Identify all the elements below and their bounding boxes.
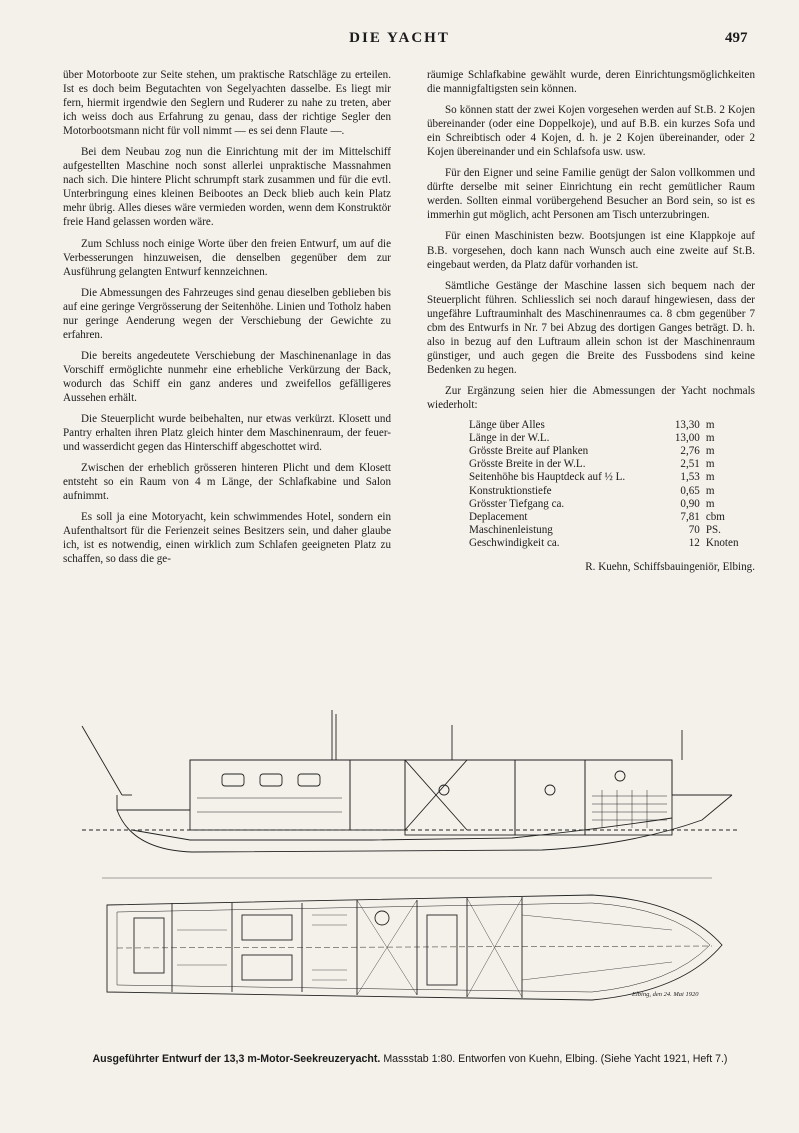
figure-caption <box>40 1053 780 1065</box>
dimension-row <box>469 419 755 432</box>
caption-bold: Ausgeführter Entwurf der 13,3 m-Motor-Seekreuzeryacht. <box>92 1053 381 1065</box>
page-header-title: DIE YACHT <box>349 30 450 46</box>
dimension-label: Grösste Breite auf Planken <box>469 445 589 458</box>
dimension-label: Länge in der W.L. <box>469 432 550 445</box>
paragraph: So können statt der zwei Kojen vorgesehen werden auf St.B. 2 Kojen übereinander (oder eine Doppelkoje), und auf B.B. ein kurzes Sofa und ein Schreibtisch oder 4 Kojen, d. h. je 2 Kojen übereinander, oder 2 Kojen übereinander und ein Schlafsofa usw. usw. <box>427 104 755 159</box>
dimension-unit: m <box>705 445 715 458</box>
dimension-unit: m <box>705 419 715 432</box>
dimension-value: 0,90 <box>680 497 700 510</box>
paragraph: Für den Eigner und seine Familie genügt der Salon vollkommen und dürfte derselbe mit seiner Einrichtung ein recht gemütlicher Raum werden. Sollten einmal vorübergehend Besucher an Bord sein, so ist es immerhin gut möglich, acht Personen am Tisch unterzubringen. <box>427 167 755 222</box>
side-elevation <box>82 710 737 852</box>
dimension-row <box>469 511 755 524</box>
yacht-design-drawing <box>72 700 742 1035</box>
paragraph: Sämtliche Gestänge der Maschine lassen sich bequem nach der Steuerplicht führen. Schliesslich sei noch darauf hingewiesen, dass der ungefähre Luftrauminhalt des Maschinenraumes ca. 8 cbm gegenüber 7 cbm des Entwurfs in Nr. 7 bei Abzug des dortigen Ganges beträgt. D. h. also in bezug auf den Luftraum allein schon ist der Maschinenraum günstiger, und auch gegen die Breite des Fussbodens sind keine Bedenken zu hegen. <box>427 279 755 376</box>
dimension-unit: PS. <box>705 523 721 536</box>
dimension-row <box>469 471 755 484</box>
dimension-unit: m <box>705 458 715 471</box>
dimension-label: Konstruktionstiefe <box>469 484 552 497</box>
paragraph: räumige Schlafkabine gewählt wurde, deren Einrichtungsmöglichkeiten die mannigfaltigsten sein können. <box>427 69 755 96</box>
dimension-row <box>469 537 755 550</box>
dimension-label: Maschinenleistung <box>469 523 553 536</box>
dimension-row <box>469 485 755 498</box>
dimension-label: Seitenhöhe bis Hauptdeck auf ½ L. <box>469 471 626 484</box>
dimension-label: Geschwindigkeit ca. <box>469 536 560 549</box>
dimension-row <box>469 458 755 471</box>
dimension-value: 7,81 <box>680 510 700 523</box>
dimension-label: Deplacement <box>469 510 528 523</box>
dimension-unit: Knoten <box>705 536 739 549</box>
dimension-value: 70 <box>688 523 700 536</box>
dimension-unit: m <box>705 497 715 510</box>
page-number: 497 <box>725 30 748 46</box>
right-text-column <box>427 68 755 574</box>
paragraph: Die Abmessungen des Fahrzeuges sind genau dieselben geblieben bis auf eine geringe Vergrösserung der Seitenhöhe. Linien und Totholz haben nur geringe Aenderung wegen der Verschiebung der Gewichte zu erfahren. <box>63 286 391 341</box>
deck-plan <box>107 895 722 1000</box>
dimension-value: 13,30 <box>674 419 700 432</box>
dimension-label: Grösster Tiefgang ca. <box>469 497 565 510</box>
paragraph: über Motorboote zur Seite stehen, um praktische Ratschläge zu erteilen. Ist es doch beim Begutachten von Segelyachten dasselbe. Es liegt mir fern, hiermit irgendwie den Seglern und Ruderer zu nahe zu treten, aber ich weiss doch aus Erfahrung zu genau, dass der richtige Segler den Motorbootsmann nicht für voll nimmt — es sei denn Flaute —. <box>63 69 391 138</box>
paragraph: Die bereits angedeutete Verschiebung der Maschinenanlage in das Vorschiff ermöglichte nunmehr eine erhebliche Verkürzung der Back, wodurch das Schiff ein ganz anderes und zweifellos gefälligeres Aussehen erhält. <box>63 349 391 404</box>
dimension-unit: cbm <box>705 510 725 523</box>
dimension-value: 12 <box>688 536 700 549</box>
paragraph: Die Steuerplicht wurde beibehalten, nur etwas verkürzt. Klosett und Pantry erhalten ihren Platz gleich hinter dem Maschinenraum, der feuer- und wasserdicht gegen das Hinterschiff abgeschottet wird. <box>63 413 391 454</box>
dimension-value: 0,65 <box>680 484 700 497</box>
drawing-date: Elbing, den 24. Mai 1920 <box>632 991 699 998</box>
paragraph: Zur Ergänzung seien hier die Abmessungen der Yacht nochmals wiederholt: <box>427 384 755 411</box>
dimension-row <box>469 432 755 445</box>
dimension-row <box>469 445 755 458</box>
dimension-row <box>469 498 755 511</box>
paragraph: Zwischen der erheblich grösseren hinteren Plicht und dem Klosett entsteht so ein Raum von 4 m Länge, der Schlafkabine und Salon aufnimmt. <box>63 462 391 503</box>
dimension-label: Grösste Breite in der W.L. <box>469 458 586 471</box>
dimensions-table <box>469 419 755 550</box>
dimension-value: 13,00 <box>674 432 700 445</box>
author-signature: R. Kuehn, Schiffsbauingeniör, Elbing. <box>585 560 755 573</box>
dimension-row <box>469 524 755 537</box>
dimension-unit: m <box>705 432 715 445</box>
paragraph: Für einen Maschinisten bezw. Bootsjungen ist eine Klappkoje auf B.B. vorgesehen, doch kann nach Wunsch auch eine zweite auf St.B. eingebaut werden, da Platz dafür vorhanden ist. <box>427 230 755 271</box>
dimension-label: Länge über Alles <box>469 419 545 432</box>
dimension-value: 2,76 <box>680 445 700 458</box>
caption-rest: Massstab 1:80. Entworfen von Kuehn, Elbing. (Siehe Yacht 1921, Heft 7.) <box>383 1053 728 1065</box>
paragraph: Bei dem Neubau zog nun die Einrichtung mit der im Mittelschiff aufgestellten Maschine noch sonst allerlei unpraktische Massnahmen nach sich. Die hintere Plicht schrumpft stark zusammen und für die evtl. Unterbringung eines kleinen Beibootes an Deck blieb auch kein Platz mehr übrig. Alles dieses wäre vermieden worden, wenn dem Konstruktör freie Hand gelassen worden wäre. <box>63 146 391 229</box>
dimension-value: 1,53 <box>680 471 700 484</box>
dimension-value: 2,51 <box>680 458 700 471</box>
left-text-column <box>63 68 391 574</box>
dimension-unit: m <box>705 471 715 484</box>
dimension-unit: m <box>705 484 715 497</box>
paragraph: Es soll ja eine Motoryacht, kein schwimmendes Hotel, sondern ein Aufenthaltsort für die Ferienzeit seines Besitzers sein, und daher glaube ich, ist es notwendig, einen wirklich zum Schlafen geeigneten Platz zu schaffen, so dass die ge- <box>63 511 391 566</box>
paragraph: Zum Schluss noch einige Worte über den freien Entwurf, um auf die Verbesserungen hinzuweisen, die denselben gegenüber dem zur Ausführung gelangten Entwurf kennzeichnen. <box>63 237 391 278</box>
